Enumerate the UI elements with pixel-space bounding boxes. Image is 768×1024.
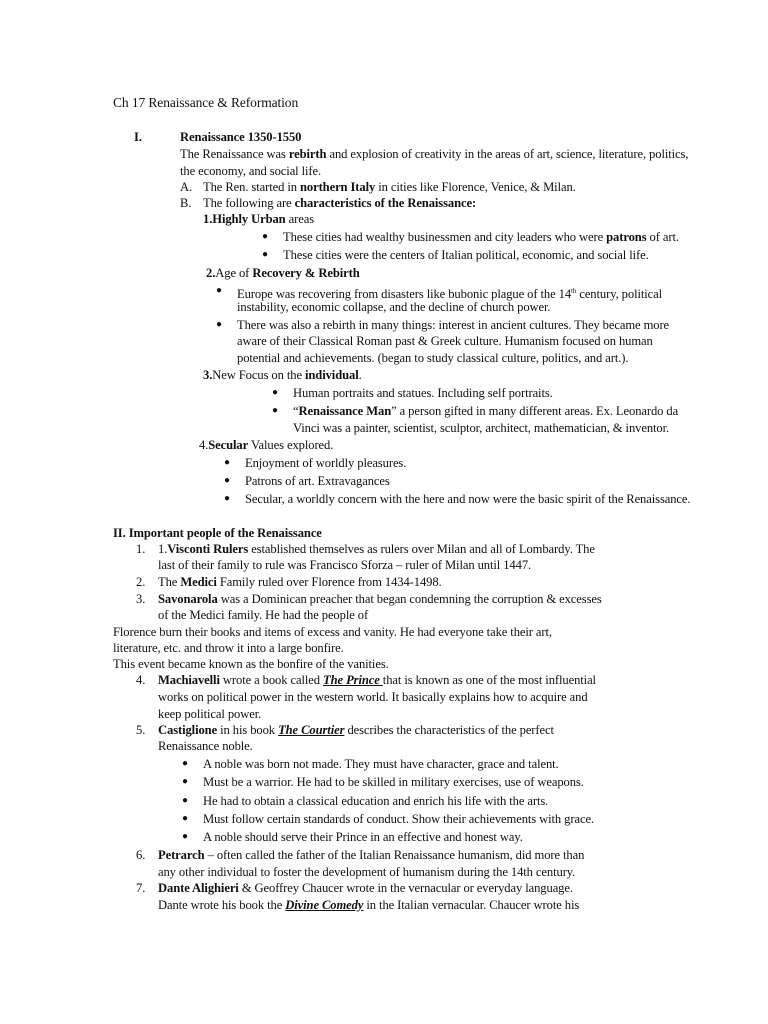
list-text: This event became known as the bonfire of the vanities. — [113, 657, 389, 671]
bullet-text: Must be a warrior. He had to be skilled in military exercises, use of weapons. — [203, 775, 584, 789]
bullet-text: Must follow certain standards of conduct. Show their achievements with grace. — [203, 812, 594, 826]
bullet-icon: ● — [262, 231, 269, 242]
list-text: of the Medici family. He had the people of — [158, 608, 369, 622]
list-text: Machiavelli wrote a book called The Prince that is known as one of the most influential — [158, 673, 596, 687]
bullet-icon: ● — [216, 285, 223, 296]
bullet-icon: ● — [182, 813, 189, 824]
list-text: Savonarola was a Dominican preacher that began condemning the corruption & excesses — [158, 592, 602, 606]
list-text: last of their family to rule was Francisco Sforza – ruler of Milan until 1447. — [158, 558, 532, 572]
item-text: The Ren. started in northern Italy in cities like Florence, Venice, & Milan. — [203, 180, 576, 194]
list-number: 5. — [136, 723, 146, 737]
page-title: Ch 17 Renaissance & Reformation — [113, 95, 299, 110]
characteristic-heading: 3.New Focus on the individual. — [203, 368, 362, 382]
bullet-text: Secular, a worldly concern with the here and now were the basic spirit of the Renaissance. — [245, 492, 691, 506]
bullet-icon: ● — [182, 795, 189, 806]
bullet-icon: ● — [224, 475, 231, 486]
bullet-icon: ● — [272, 387, 279, 398]
bullet-text: These cities were the centers of Italian political, economic, and social life. — [283, 248, 649, 262]
bullet-text: Enjoyment of worldly pleasures. — [245, 456, 407, 470]
intro-line: the economy, and social life. — [180, 164, 322, 178]
bullet-icon: ● — [182, 776, 189, 787]
bullet-text: instability, economic collapse, and the decline of church power. — [237, 300, 551, 314]
bullet-icon: ● — [182, 758, 189, 769]
list-number: 6. — [136, 848, 146, 862]
list-number: 1. — [136, 542, 146, 556]
list-number: 7. — [136, 881, 146, 895]
bullet-icon: ● — [262, 249, 269, 260]
list-number: 4. — [136, 673, 146, 687]
bullet-icon: ● — [224, 457, 231, 468]
list-text: 1.Visconti Rulers established themselves as rulers over Milan and all of Lombardy. The — [158, 542, 595, 556]
bullet-icon: ● — [224, 493, 231, 504]
list-text: works on political power in the western world. It basically explains how to acquire and — [158, 690, 588, 704]
list-text: Castiglione in his book The Courtier describes the characteristics of the perfect — [158, 723, 554, 737]
item-label: A. — [180, 180, 193, 194]
bullet-icon: ● — [182, 831, 189, 842]
item-label: B. — [180, 196, 192, 210]
item-text: The following are characteristics of the Renaissance: — [203, 196, 477, 210]
bullet-text: Europe was recovering from disasters like bubonic plague of the 14th century, political — [237, 287, 663, 302]
list-number: 2. — [136, 575, 146, 589]
section-heading: II. Important people of the Renaissance — [113, 526, 322, 540]
intro-line: The Renaissance was rebirth and explosion of creativity in the areas of art, science, literature, politics, — [180, 147, 689, 161]
section-heading: Renaissance 1350-1550 — [180, 130, 302, 144]
bullet-text: potential and achievements. (began to study classical culture, politics, and art.). — [237, 351, 629, 365]
bullet-text: “Renaissance Man” a person gifted in many different areas. Ex. Leonardo da — [293, 404, 679, 418]
list-text: Florence burn their books and items of excess and vanity. He had everyone take their art, — [113, 625, 552, 639]
bullet-text: Vinci was a painter, scientist, sculptor, architect, mathematician, & inventor. — [293, 421, 670, 435]
bullet-text: Human portraits and statues. Including self portraits. — [293, 386, 553, 400]
bullet-icon: ● — [272, 405, 279, 416]
bullet-text: There was also a rebirth in many things: interest in ancient cultures. They became more — [237, 318, 670, 332]
list-text: any other individual to foster the development of humanism during the 14th century. — [158, 865, 576, 879]
list-text: Petrarch – often called the father of the Italian Renaissance humanism, did more than — [158, 848, 585, 862]
section-numeral: I. — [134, 130, 143, 144]
list-number: 3. — [136, 592, 146, 606]
list-text: Renaissance noble. — [158, 739, 253, 753]
list-text: Dante Alighieri & Geoffrey Chaucer wrote in the vernacular or everyday language. — [158, 881, 573, 895]
characteristic-heading: 1.Highly Urban areas — [203, 212, 315, 226]
list-text: literature, etc. and throw it into a large bonfire. — [113, 641, 344, 655]
bullet-text: aware of their Classical Roman past & Greek culture. Humanism focused on human — [237, 334, 653, 348]
bullet-text: A noble should serve their Prince in an effective and honest way. — [203, 830, 523, 844]
characteristic-heading: 4.Secular Values explored. — [199, 438, 334, 452]
bullet-text: These cities had wealthy businessmen and city leaders who were patrons of art. — [283, 230, 679, 244]
bullet-text: A noble was born not made. They must have character, grace and talent. — [203, 757, 559, 771]
bullet-icon: ● — [216, 319, 223, 330]
list-text: keep political power. — [158, 707, 262, 721]
list-text: Dante wrote his book the Divine Comedy in the Italian vernacular. Chaucer wrote his — [158, 898, 580, 912]
bullet-text: Patrons of art. Extravagances — [245, 474, 390, 488]
bullet-text: He had to obtain a classical education and enrich his life with the arts. — [203, 794, 549, 808]
characteristic-heading: 2.Age of Recovery & Rebirth — [206, 266, 360, 280]
list-text: The Medici Family ruled over Florence from 1434-1498. — [158, 575, 442, 589]
